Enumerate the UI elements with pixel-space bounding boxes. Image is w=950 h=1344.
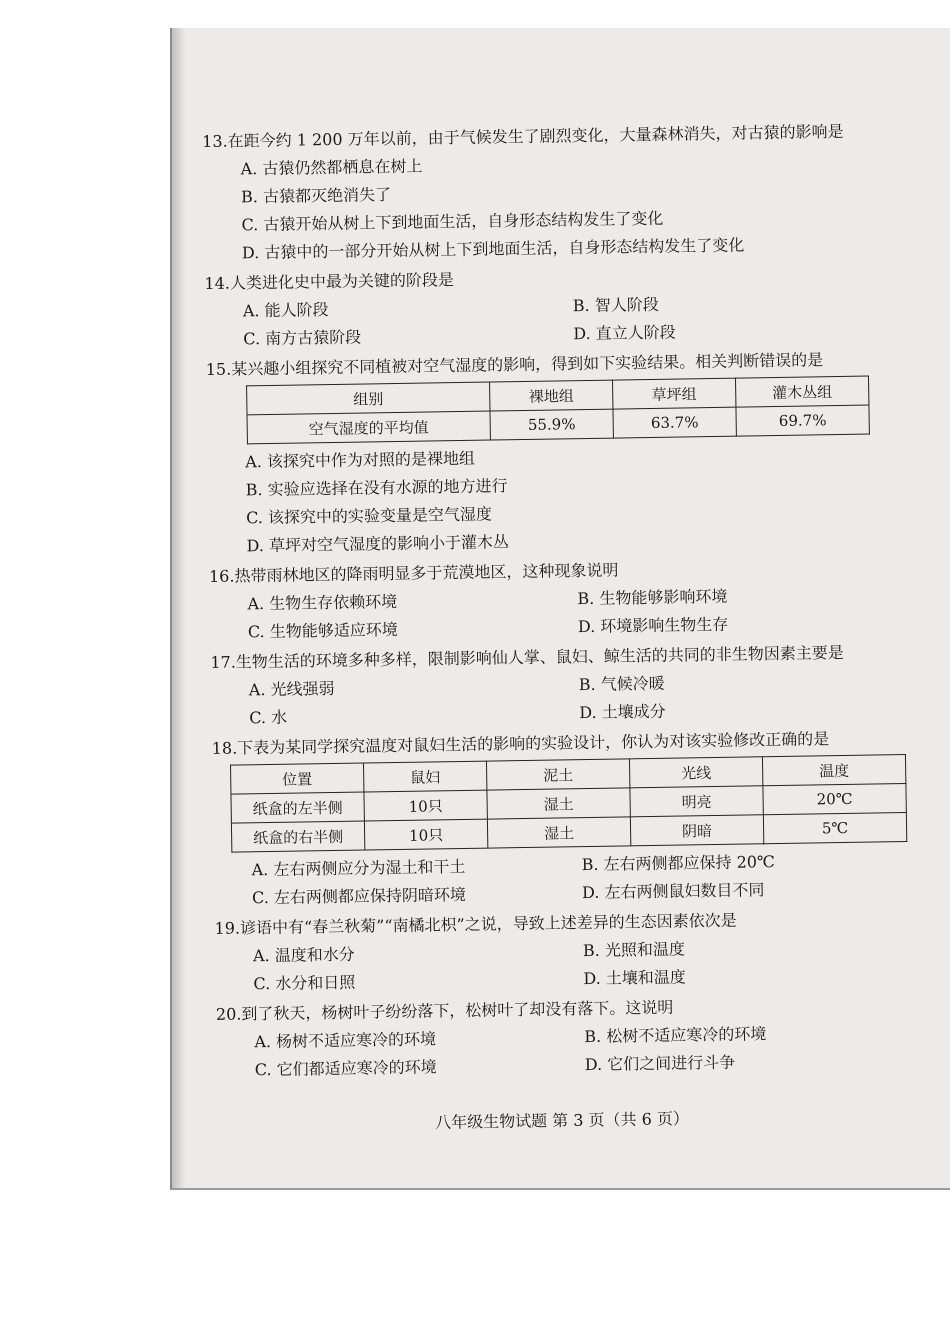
page-footer: 八年级生物试题 第 3 页（共 6 页） xyxy=(434,1109,690,1132)
question-13 xyxy=(202,117,924,268)
table-cell: 阴暗 xyxy=(630,815,763,846)
question-20 xyxy=(216,990,937,1085)
option-a: A. 温度和水分 xyxy=(252,944,355,966)
scanned-page xyxy=(170,28,950,1190)
option-c: C. 它们都适应寒冷的环境 xyxy=(254,1057,437,1080)
table-cell: 组别 xyxy=(247,382,490,415)
option-d: D. 直立人阶段 xyxy=(573,322,676,344)
option-c: C. 水分和日照 xyxy=(253,972,356,994)
option-a: A. 杨树不适应寒冷的环境 xyxy=(254,1029,437,1052)
option-a: A. 光线强弱 xyxy=(248,678,335,700)
option-b: B. 光照和温度 xyxy=(582,939,686,961)
option-d: D. 它们之间进行斗争 xyxy=(584,1052,736,1075)
table-cell: 裸地组 xyxy=(490,380,613,411)
option-d: D. 草坪对空气湿度的影响小于灌木丛 xyxy=(246,532,510,556)
question-stem: 到了秋天，杨树叶子纷纷落下，松树叶了却没有落下。这说明 xyxy=(241,997,674,1024)
table-cell: 泥土 xyxy=(486,759,629,790)
question-number: 17. xyxy=(210,652,236,672)
question-stem: 在距今约 1 200 万年以前，由于气候发生了剧烈变化，大量森林消失，对古猿的影响是 xyxy=(227,121,844,151)
table-cell: 纸盒的左半侧 xyxy=(231,792,364,823)
table-cell: 63.7% xyxy=(613,407,736,438)
option-b: B. 生物能够影响环境 xyxy=(577,586,728,609)
table-cell: 鼠妇 xyxy=(363,761,486,792)
option-c: C. 该探究中的实验变量是空气湿度 xyxy=(245,504,493,528)
option-d: D. 土壤和温度 xyxy=(583,967,686,989)
option-b: B. 实验应选择在没有水源的地方进行 xyxy=(245,476,508,500)
table-cell: 55.9% xyxy=(490,409,613,440)
table-cell: 纸盒的右半侧 xyxy=(231,821,364,852)
question-stem: 热带雨林地区的降雨明显多于荒漠地区，这种现象说明 xyxy=(234,560,619,586)
table-cell: 10只 xyxy=(364,790,487,821)
table-cell: 温度 xyxy=(762,755,905,786)
option-c: C. 南方古猿阶段 xyxy=(243,327,362,349)
option-a: A. 生物生存依赖环境 xyxy=(247,591,398,614)
table-cell: 湿土 xyxy=(487,788,630,819)
question-stem: 某兴趣小组探究不同植被对空气湿度的影响，得到如下实验结果。相关判断错误的是 xyxy=(231,350,824,379)
option-b: B. 古猿都灭绝消失了 xyxy=(240,185,392,207)
question-number: 16. xyxy=(208,566,235,586)
table-cell: 明亮 xyxy=(630,786,763,817)
table-cell: 10只 xyxy=(364,819,487,850)
option-c: C. 左右两侧都应保持阴暗环境 xyxy=(251,884,467,908)
table-cell: 位置 xyxy=(231,763,364,794)
option-d: D. 土壤成分 xyxy=(579,701,666,723)
question-15 xyxy=(206,345,929,561)
humidity-table xyxy=(246,376,870,445)
table-cell: 空气湿度的平均值 xyxy=(247,411,490,444)
question-14 xyxy=(204,259,925,354)
question-17 xyxy=(210,638,931,733)
option-a: A. 能人阶段 xyxy=(242,300,329,321)
option-d: D. 环境影响生物生存 xyxy=(577,614,729,637)
question-16 xyxy=(209,552,930,647)
option-d: D. 古猿中的一部分开始从树上下到地面生活，自身形态结构发生了变化 xyxy=(241,235,745,263)
question-number: 14. xyxy=(204,273,231,293)
option-a: A. 该探究中作为对照的是裸地组 xyxy=(245,448,476,472)
table-cell: 光线 xyxy=(629,757,762,788)
option-a: A. 古猿仍然都栖息在树上 xyxy=(240,156,423,179)
question-stem: 下表为某同学探究温度对鼠妇生活的影响的实验设计，你认为对该实验修改正确的是 xyxy=(237,729,830,758)
question-number: 15. xyxy=(205,359,232,379)
question-stem: 生物生活的环境多种多样，限制影响仙人掌、鼠妇、鲸生活的共同的非生物因素主要是 xyxy=(235,642,844,672)
experiment-table xyxy=(230,754,907,853)
table-cell: 69.7% xyxy=(736,405,869,436)
table-cell: 灌木丛组 xyxy=(735,376,868,407)
option-c: C. 水 xyxy=(249,707,288,728)
option-b: B. 气候冷暖 xyxy=(578,673,665,695)
option-c: C. 古猿开始从树上下到地面生活，自身形态结构发生了变化 xyxy=(241,208,664,235)
question-number: 18. xyxy=(211,738,238,758)
table-cell: 草坪组 xyxy=(613,378,736,409)
question-number: 13. xyxy=(202,131,228,151)
question-stem: 人类进化史中最为关键的阶段是 xyxy=(229,270,455,293)
question-list xyxy=(202,117,937,1085)
option-b: B. 智人阶段 xyxy=(572,294,659,316)
option-c: C. 生物能够适应环境 xyxy=(247,619,398,642)
table-cell: 5℃ xyxy=(763,813,906,844)
question-number: 19. xyxy=(214,918,241,938)
question-stem: 谚语中有“春兰秋菊”“南橘北枳”之说，导致上述差异的生态因素依次是 xyxy=(239,910,737,938)
question-number: 20. xyxy=(215,1004,242,1024)
option-d: D. 左右两侧鼠妇数目不同 xyxy=(581,880,765,903)
option-b: B. 松树不适应寒冷的环境 xyxy=(584,1024,767,1047)
table-cell: 20℃ xyxy=(763,784,906,815)
table-cell: 湿土 xyxy=(487,817,630,848)
question-19 xyxy=(214,904,935,999)
question-18 xyxy=(212,724,935,913)
option-a: A. 左右两侧应分为湿土和干土 xyxy=(251,856,466,880)
option-b: B. 左右两侧都应保持 20℃ xyxy=(581,852,776,875)
